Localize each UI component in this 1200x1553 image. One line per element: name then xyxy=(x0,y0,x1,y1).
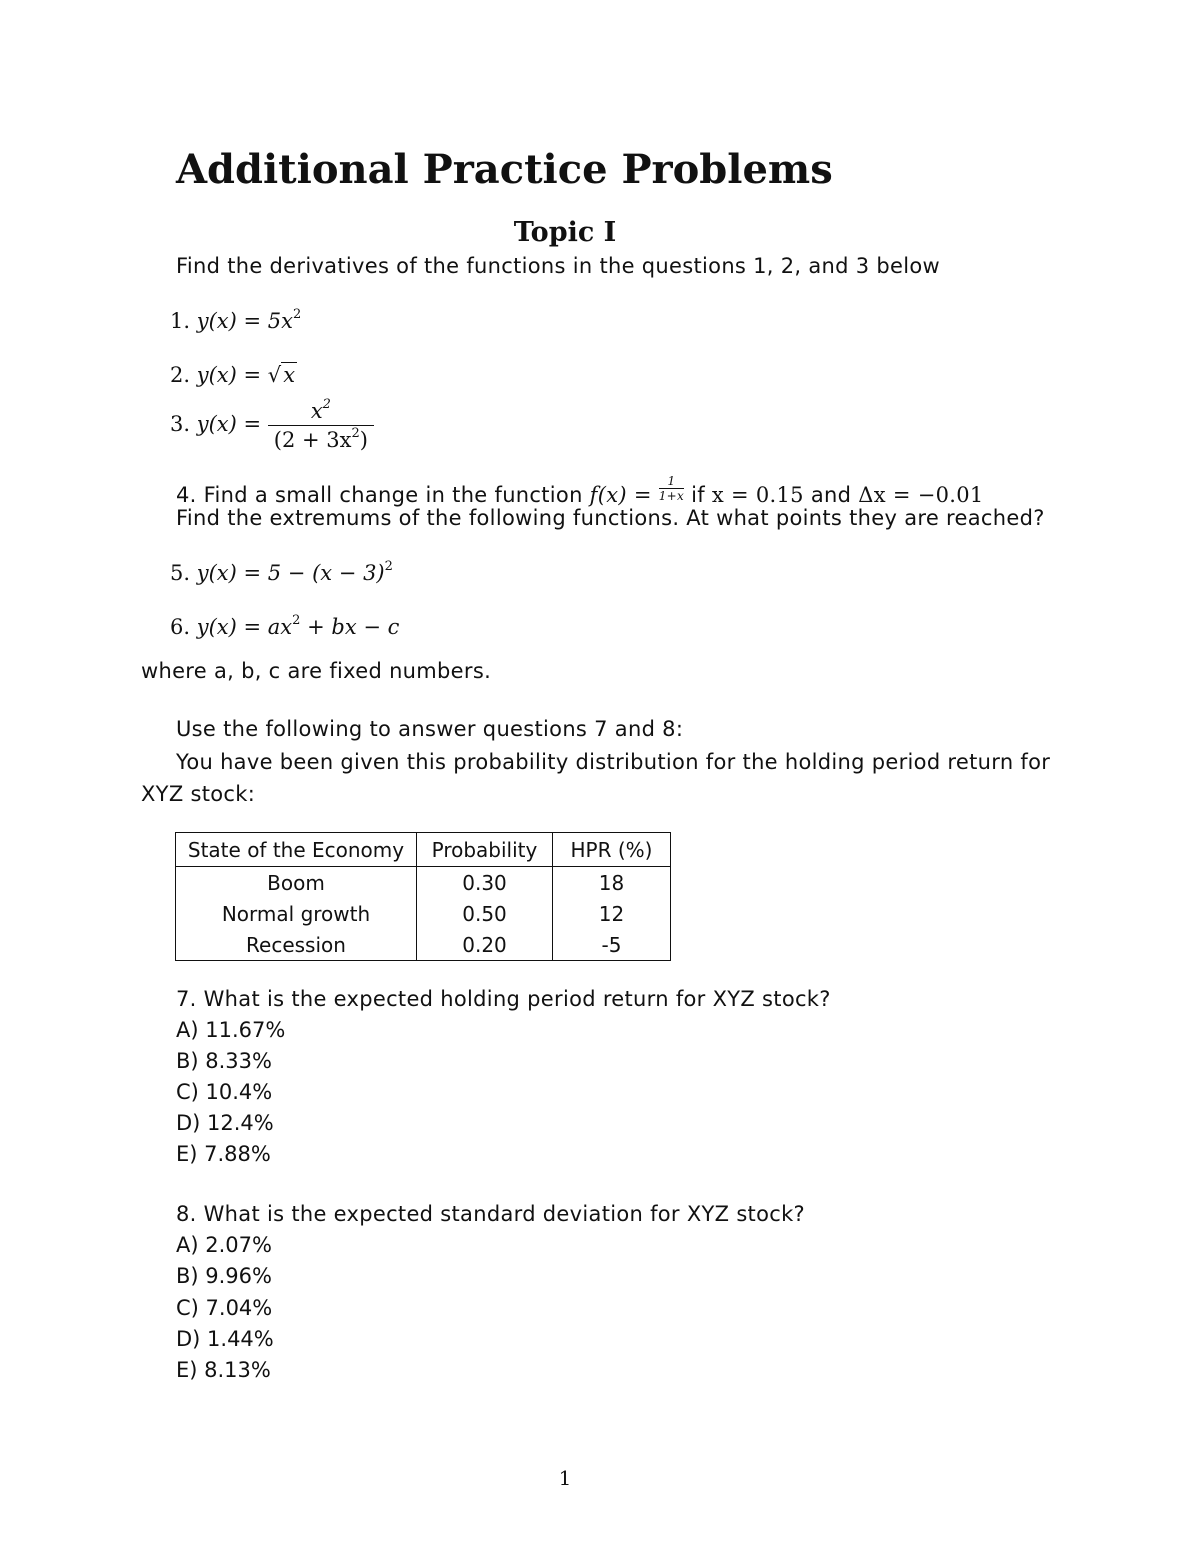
problem-5-expression: y(x) = 5 − (x − 3) xyxy=(196,561,385,585)
q7-option-b: B) 8.33% xyxy=(176,1049,272,1073)
problem-4-text: Find a small change in the function xyxy=(203,483,583,507)
problem-3-denominator-close: ) xyxy=(359,428,368,452)
problem-1-exponent: 2 xyxy=(293,307,302,322)
table-row xyxy=(176,929,671,961)
problem-3-denominator-exp: 2 xyxy=(351,426,360,441)
table-cell: 18 xyxy=(553,867,671,899)
q8-option-d: D) 1.44% xyxy=(176,1327,274,1351)
given-line-2: XYZ stock: xyxy=(141,782,256,806)
problem-4-dx-value: Δx = −0.01 xyxy=(858,483,984,507)
problem-3 xyxy=(170,399,374,452)
problem-4-fraction xyxy=(659,475,684,502)
problem-3-fraction xyxy=(268,399,374,452)
table-cell: 12 xyxy=(553,898,671,929)
problem-4-frac-den: 1+x xyxy=(658,489,685,503)
use-following-text: Use the following to answer questions 7 and 8: xyxy=(176,717,684,741)
q8-option-b: B) 9.96% xyxy=(176,1264,272,1288)
problem-5-exponent: 2 xyxy=(384,559,393,574)
table-cell: 0.30 xyxy=(417,867,553,899)
table-cell: 0.50 xyxy=(417,898,553,929)
table-row xyxy=(176,867,671,899)
problem-6-exponent: 2 xyxy=(292,613,301,628)
q7-option-c: C) 10.4% xyxy=(176,1080,273,1104)
problem-6-expression: y(x) = ax xyxy=(196,615,293,639)
problem-4-function: f(x) = xyxy=(589,483,652,507)
page-title: Additional Practice Problems xyxy=(176,146,833,193)
table-cell: Boom xyxy=(176,867,417,899)
problem-3-number: 3. xyxy=(170,412,191,436)
problem-2-number: 2. xyxy=(170,363,191,387)
table-header-cell: HPR (%) xyxy=(553,833,671,867)
table-cell: Recession xyxy=(176,929,417,961)
problem-6-rest: + bx − c xyxy=(307,615,400,639)
problem-3-denominator: (2 + 3x xyxy=(273,428,352,452)
problem-4-and: and xyxy=(810,483,852,507)
problem-4-frac-num: 1 xyxy=(659,475,684,489)
table-cell: 0.20 xyxy=(417,929,553,961)
table-header-row xyxy=(176,833,671,867)
table-header-cell: State of the Economy xyxy=(176,833,417,867)
problem-5-number: 5. xyxy=(170,561,191,585)
problem-4-number: 4. xyxy=(176,483,197,507)
problem-4 xyxy=(176,475,984,507)
problem-3-numerator: x xyxy=(310,399,323,423)
topic-heading: Topic I xyxy=(513,217,617,248)
table-row xyxy=(176,898,671,929)
extremum-intro: Find the extremums of the following functions. At what points they are reached? xyxy=(176,506,1045,530)
question-7: 7. What is the expected holding period return for XYZ stock? xyxy=(176,987,831,1011)
problem-2 xyxy=(170,362,297,387)
table-cell: Normal growth xyxy=(176,898,417,929)
sqrt-symbol: √x xyxy=(267,363,296,387)
derivatives-intro: Find the derivatives of the functions in the questions 1, 2, and 3 below xyxy=(176,254,940,278)
problem-2-radicand: x xyxy=(283,363,296,387)
q7-option-d: D) 12.4% xyxy=(176,1111,274,1135)
problem-6-number: 6. xyxy=(170,615,191,639)
q7-option-a: A) 11.67% xyxy=(176,1018,286,1042)
problem-3-numerator-exp: 2 xyxy=(322,397,331,412)
problem-1-rhs: 5x xyxy=(267,309,294,333)
table-header-cell: Probability xyxy=(417,833,553,867)
problem-1-number: 1. xyxy=(170,309,191,333)
problem-4-if: if xyxy=(691,483,705,507)
problem-3-lhs: y(x) = xyxy=(196,412,262,436)
given-line-1: You have been given this probability distribution for the holding period return for xyxy=(176,750,1051,774)
q8-option-e: E) 8.13% xyxy=(176,1358,271,1382)
problem-4-x-value: x = 0.15 xyxy=(711,483,804,507)
page-number: 1 xyxy=(558,1466,572,1490)
q7-option-e: E) 7.88% xyxy=(176,1142,271,1166)
question-8: 8. What is the expected standard deviation for XYZ stock? xyxy=(176,1202,805,1226)
problem-1-lhs: y(x) = xyxy=(196,309,262,333)
table-cell: -5 xyxy=(553,929,671,961)
problem-2-lhs: y(x) = xyxy=(196,363,262,387)
problem-1 xyxy=(170,309,301,333)
where-text: where a, b, c are fixed numbers. xyxy=(141,659,492,683)
probability-table xyxy=(175,832,671,961)
q8-option-c: C) 7.04% xyxy=(176,1296,273,1320)
problem-5 xyxy=(170,561,393,585)
problem-6 xyxy=(170,615,399,639)
q8-option-a: A) 2.07% xyxy=(176,1233,272,1257)
